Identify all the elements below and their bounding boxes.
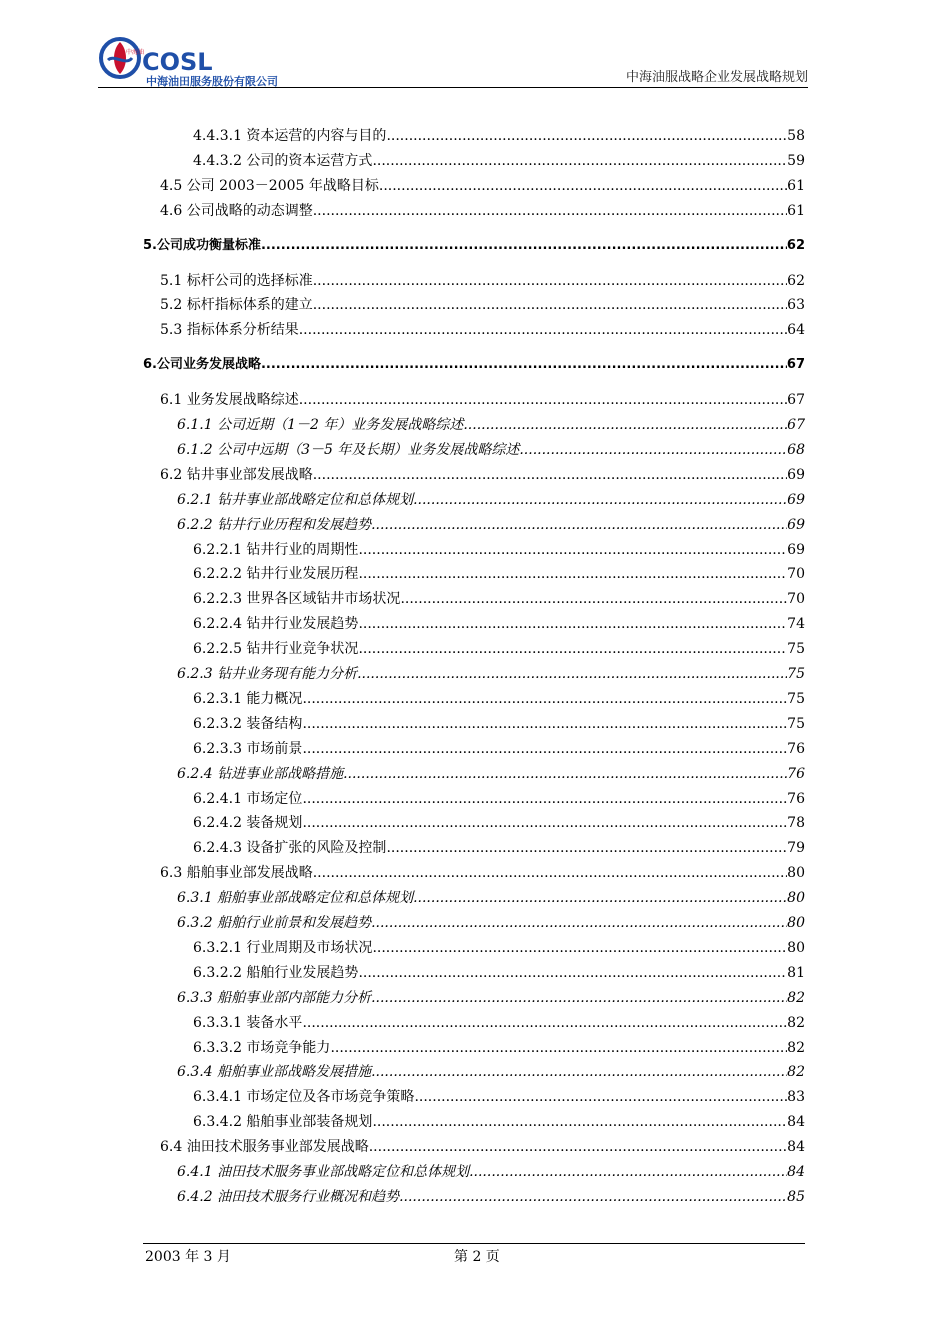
toc-leader-dots	[386, 124, 787, 148]
toc-entry-title: 4.4.3.1 资本运营的内容与目的	[193, 128, 387, 144]
header-rule	[98, 87, 808, 88]
toc-page-number: 70	[787, 591, 805, 608]
toc-page-number: 69	[787, 466, 805, 483]
toc-entry-title: 6.3.3.1 装备水平	[193, 1014, 303, 1031]
toc-page-number: 63	[787, 297, 805, 314]
toc-leader-dots	[369, 1135, 787, 1159]
toc-entry-title: 4.6 公司战略的动态调整	[160, 202, 313, 219]
toc-page-number: 75	[787, 641, 805, 658]
toc-leader-dots	[313, 269, 787, 293]
logo-badge: 中海油	[126, 49, 145, 56]
toc-entry[interactable]	[0, 861, 950, 885]
toc-entry[interactable]	[0, 687, 950, 711]
toc-entry[interactable]	[0, 1110, 950, 1134]
toc-entry-title: 5.公司成功衡量标准	[143, 237, 261, 253]
toc-page-number: 62	[786, 237, 805, 253]
toc-page-number: 76	[787, 740, 805, 757]
toc-entry[interactable]	[0, 836, 950, 860]
toc-entry[interactable]	[0, 538, 950, 562]
toc-entry-title: 6.2.4.2 装备规划	[193, 815, 303, 832]
toc-leader-dots	[413, 886, 787, 910]
toc-entry[interactable]	[0, 269, 950, 293]
toc-page-number: 68	[787, 441, 805, 458]
toc-page-number: 85	[787, 1188, 805, 1205]
toc-leader-dots	[313, 293, 787, 317]
toc-entry[interactable]	[0, 787, 950, 811]
toc-entry[interactable]	[0, 562, 950, 586]
toc-entry[interactable]	[0, 986, 950, 1010]
toc-entry-title: 6.4.1 油田技术服务事业部战略定位和总体规划	[177, 1164, 470, 1180]
toc-entry-title: 6.3.2.2 船舶行业发展趋势	[193, 964, 359, 981]
toc-leader-dots	[358, 562, 787, 586]
toc-leader-dots	[302, 687, 787, 711]
toc-entry[interactable]	[0, 293, 950, 317]
toc-leader-dots	[519, 438, 787, 462]
toc-page-number: 84	[787, 1114, 805, 1131]
toc-leader-dots	[302, 787, 787, 811]
toc-entry-title: 6.2.3.1 能力概况	[193, 690, 303, 707]
toc-entry-title: 6.2.2.5 钻井行业竞争状况	[193, 641, 359, 658]
toc-page-number: 83	[787, 1089, 805, 1106]
toc-entry-title: 6.3.3.2 市场竞争能力	[193, 1039, 331, 1056]
toc-leader-dots	[302, 811, 787, 835]
cosl-logo	[98, 36, 338, 88]
toc-leader-dots	[358, 612, 787, 636]
toc-entry-title: 6.2.2.2 钻井行业发展历程	[193, 566, 359, 583]
toc-leader-dots	[358, 637, 787, 661]
toc-leader-dots	[358, 538, 787, 562]
toc-entry[interactable]	[0, 712, 950, 736]
toc-entry[interactable]	[0, 1060, 950, 1084]
footer-date: 2003 年 3 月	[145, 1249, 231, 1265]
toc-entry[interactable]	[0, 612, 950, 636]
toc-leader-dots	[302, 737, 787, 761]
toc-page-number: 76	[787, 790, 805, 807]
toc-entry-title: 6.3.4.1 市场定位及各市场竞争策略	[193, 1089, 415, 1106]
toc-page-number: 67	[786, 357, 805, 373]
toc-page-number: 82	[787, 1014, 805, 1031]
company-name: 中海油田服务股份有限公司	[146, 75, 278, 88]
toc-leader-dots	[261, 234, 787, 258]
toc-page-number: 69	[787, 541, 805, 558]
toc-page-number: 79	[787, 840, 805, 857]
toc-entry[interactable]	[0, 1160, 950, 1184]
toc-leader-dots	[372, 936, 787, 960]
toc-entry-title: 6.4 油田技术服务事业部发展战略	[160, 1139, 369, 1156]
toc-page-number: 69	[787, 491, 805, 508]
toc-entry-title: 5.3 指标体系分析结果	[160, 322, 299, 339]
toc-leader-dots	[357, 662, 787, 686]
toc-entry[interactable]	[0, 737, 950, 761]
toc-leader-dots	[371, 513, 787, 537]
toc-entry[interactable]	[0, 388, 950, 412]
footer-rule	[143, 1243, 805, 1244]
toc-entry-title: 6.2.1 钻井事业部战略定位和总体规划	[177, 491, 414, 508]
toc-page-number: 76	[787, 765, 805, 782]
toc-leader-dots	[313, 199, 787, 223]
toc-leader-dots	[343, 762, 787, 786]
toc-entry[interactable]	[0, 1011, 950, 1035]
toc-entry[interactable]	[0, 353, 950, 377]
footer-page-number: 第 2 页	[454, 1249, 500, 1265]
toc-leader-dots	[371, 1060, 787, 1084]
toc-entry-title: 6.3.2 船舶行业前景和发展趋势	[177, 915, 372, 931]
toc-entry[interactable]	[0, 174, 950, 198]
toc-leader-dots	[469, 1160, 787, 1184]
toc-page-number: 80	[787, 939, 805, 956]
toc-leader-dots	[414, 1085, 787, 1109]
toc-page-number: 61	[787, 177, 805, 194]
toc-entry[interactable]	[0, 1085, 950, 1109]
toc-page-number: 82	[787, 1064, 805, 1081]
toc-leader-dots	[386, 836, 787, 860]
toc-entry[interactable]	[0, 513, 950, 537]
toc-entry[interactable]	[0, 234, 950, 258]
toc-entry[interactable]	[0, 637, 950, 661]
toc-page-number: 80	[787, 865, 805, 882]
toc-page-number: 67	[787, 417, 805, 433]
toc-entry[interactable]	[0, 936, 950, 960]
toc-entry-title: 6.3.4 船舶事业部战略发展措施	[177, 1064, 372, 1081]
toc-entry-title: 6.2.2.3 世界各区域钻井市场状况	[193, 591, 401, 608]
toc-page-number: 81	[787, 964, 805, 981]
toc-entry[interactable]	[0, 124, 950, 148]
toc-entry-title: 6.2.3.3 市场前景	[193, 740, 303, 757]
toc-entry[interactable]	[0, 1185, 950, 1209]
toc-entry[interactable]	[0, 762, 950, 786]
document-title: 中海油服战略企业发展战略规划	[625, 70, 808, 85]
toc-entry[interactable]	[0, 1135, 950, 1159]
toc-entry-title: 6.2.2.1 钻井行业的周期性	[193, 541, 359, 558]
page-header	[98, 36, 808, 88]
toc-leader-dots	[371, 986, 787, 1010]
toc-entry-title: 4.4.3.2 公司的资本运营方式	[193, 152, 373, 169]
toc-leader-dots	[379, 174, 787, 198]
toc-entry-title: 4.5 公司 2003－2005 年战略目标	[160, 177, 379, 194]
toc-page-number: 70	[787, 566, 805, 583]
toc-leader-dots	[313, 861, 787, 885]
toc-entry-title: 6.2 钻井事业部发展战略	[160, 466, 313, 483]
toc-leader-dots	[302, 712, 787, 736]
toc-entry-title: 6.4.2 油田技术服务行业概况和趋势	[177, 1188, 400, 1205]
toc-page-number: 61	[787, 202, 805, 219]
toc-leader-dots	[330, 1036, 787, 1060]
toc-entry[interactable]	[0, 911, 950, 935]
toc-leader-dots	[299, 318, 787, 342]
toc-entry[interactable]	[0, 1036, 950, 1060]
toc-entry-title: 6.3.3 船舶事业部内部能力分析	[177, 989, 372, 1006]
toc-leader-dots	[313, 463, 787, 487]
toc-page-number: 62	[787, 272, 805, 289]
toc-page-number: 67	[787, 392, 805, 409]
toc-entry-title: 6.1 业务发展战略综述	[160, 392, 299, 409]
toc-entry-title: 6.1.2 公司中远期（3－5 年及长期）业务发展战略综述	[177, 441, 520, 458]
toc-page-number: 84	[787, 1164, 805, 1180]
toc-leader-dots	[371, 911, 787, 935]
toc-entry-title: 6.3.4.2 船舶事业部装备规划	[193, 1114, 373, 1131]
toc-page-number: 64	[787, 322, 805, 339]
toc-entry-title: 6.2.3 钻井业务现有能力分析	[177, 666, 358, 682]
toc-entry-title: 6.2.2 钻井行业历程和发展趋势	[177, 516, 372, 533]
toc-page-number: 58	[787, 128, 805, 144]
toc-entry[interactable]	[0, 318, 950, 342]
toc-entry[interactable]	[0, 149, 950, 173]
toc-entry[interactable]	[0, 413, 950, 437]
toc-entry-title: 6.2.4.3 设备扩张的风险及控制	[193, 840, 387, 857]
toc-page-number: 69	[787, 516, 805, 533]
toc-entry[interactable]	[0, 662, 950, 686]
toc-leader-dots	[372, 1110, 787, 1134]
toc-leader-dots	[463, 413, 787, 437]
toc-entry[interactable]	[0, 463, 950, 487]
logo-text: COSL	[142, 48, 213, 76]
toc-page-number: 82	[787, 989, 805, 1006]
toc-leader-dots	[413, 488, 787, 512]
toc-page-number: 80	[787, 890, 805, 907]
toc-page-number: 74	[787, 616, 805, 633]
toc-page-number: 82	[787, 1039, 805, 1056]
toc-page-number: 75	[787, 666, 805, 682]
toc-entry-title: 5.1 标杆公司的选择标准	[160, 272, 313, 289]
toc-page-number: 59	[787, 152, 805, 169]
toc-page-number: 84	[787, 1139, 805, 1156]
toc-leader-dots	[400, 587, 787, 611]
toc-entry-title: 6.3.2.1 行业周期及市场状况	[193, 939, 373, 956]
toc-page-number: 80	[787, 915, 805, 931]
toc-entry[interactable]	[0, 961, 950, 985]
toc-entry-title: 6.3.1 船舶事业部战略定位和总体规划	[177, 890, 414, 907]
toc-entry[interactable]	[0, 488, 950, 512]
toc-leader-dots	[261, 353, 787, 377]
toc-entry[interactable]	[0, 811, 950, 835]
toc-page-number: 75	[787, 690, 805, 707]
toc-entry[interactable]	[0, 438, 950, 462]
toc-leader-dots	[358, 961, 787, 985]
toc-entry-title: 6.2.2.4 钻井行业发展趋势	[193, 616, 359, 633]
toc-entry-title: 6.1.1 公司近期（1－2 年）业务发展战略综述	[177, 417, 464, 433]
toc-entry-title: 6.2.3.2 装备结构	[193, 715, 303, 732]
toc-entry[interactable]	[0, 199, 950, 223]
toc-leader-dots	[302, 1011, 787, 1035]
toc-page-number: 78	[787, 815, 805, 832]
toc-entry-title: 6.公司业务发展战略	[143, 357, 261, 373]
toc-entry[interactable]	[0, 886, 950, 910]
toc-leader-dots	[399, 1185, 787, 1209]
toc-entry-title: 6.3 船舶事业部发展战略	[160, 865, 313, 882]
toc-leader-dots	[299, 388, 787, 412]
toc-entry[interactable]	[0, 587, 950, 611]
toc-entry-title: 5.2 标杆指标体系的建立	[160, 297, 313, 314]
toc-leader-dots	[372, 149, 787, 173]
toc-entry-title: 6.2.4 钻进事业部战略措施	[177, 765, 344, 782]
toc-page-number: 75	[787, 715, 805, 732]
toc-entry-title: 6.2.4.1 市场定位	[193, 790, 303, 807]
